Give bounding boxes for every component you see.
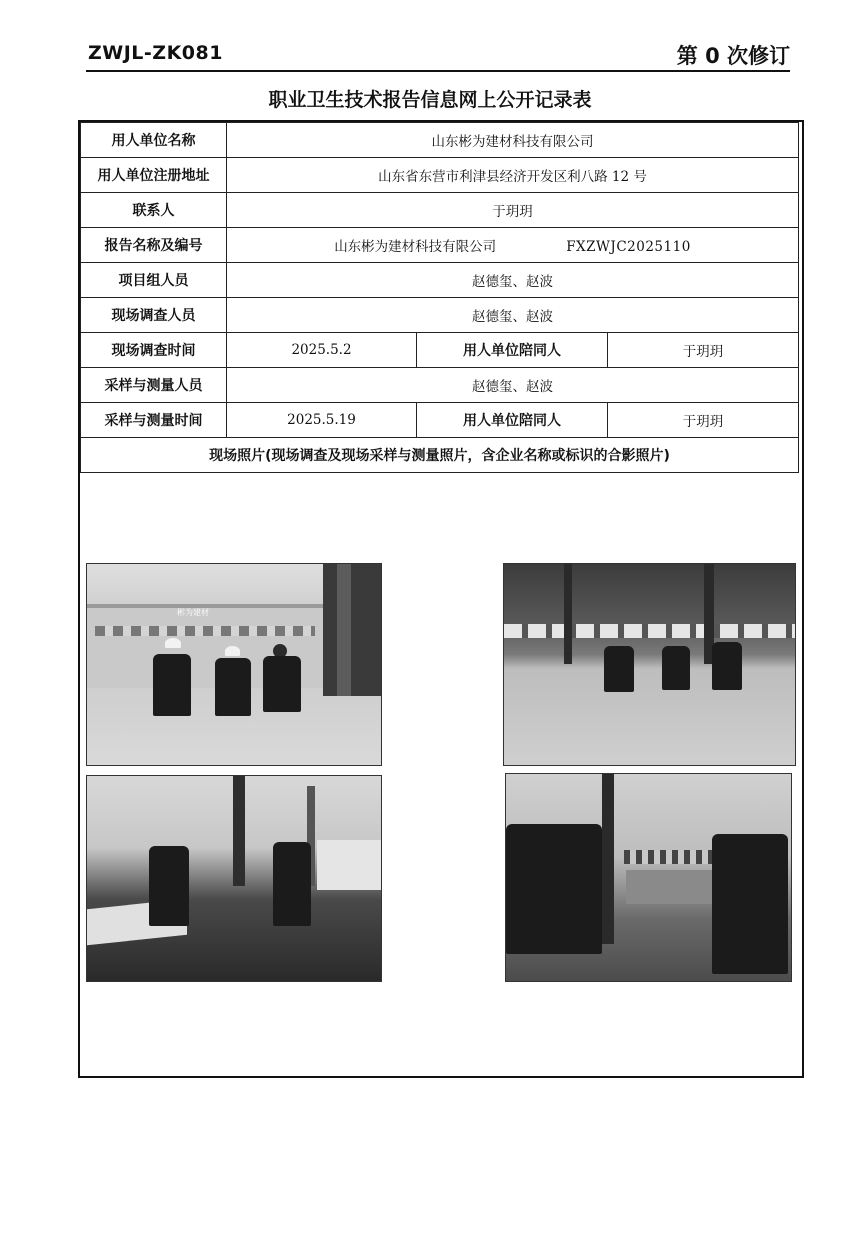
- table-row: [81, 298, 799, 333]
- table-row: [81, 123, 799, 158]
- employer-name-value: 山东彬为建材科技有限公司: [227, 123, 799, 158]
- sampling-companion-value: 于玥玥: [608, 403, 799, 438]
- site-photo-factory-hall: [503, 563, 796, 766]
- sampling-staff-value: 赵德玺、赵波: [227, 368, 799, 403]
- header-divider: [86, 70, 790, 72]
- survey-staff-value: 赵德玺、赵波: [227, 298, 799, 333]
- survey-time-value: 2025.5.2: [227, 333, 417, 368]
- sampling-companion-label: 用人单位陪同人: [417, 403, 608, 438]
- team-value: 赵德玺、赵波: [227, 263, 799, 298]
- survey-time-label: 现场调查时间: [81, 333, 227, 368]
- table-row: [81, 158, 799, 193]
- table-row: [81, 263, 799, 298]
- team-label: 项目组人员: [81, 263, 227, 298]
- table-row: [81, 438, 799, 473]
- document-title: 职业卫生技术报告信息网上公开记录表: [268, 89, 592, 111]
- table-row: [81, 368, 799, 403]
- form-code: ZWJL-ZK081: [88, 42, 223, 64]
- address-label: 用人单位注册地址: [81, 158, 227, 193]
- report-label: 报告名称及编号: [81, 228, 227, 263]
- contact-label: 联系人: [81, 193, 227, 228]
- company-sign: 彬为建材: [177, 608, 209, 617]
- table-row: [81, 193, 799, 228]
- info-table: [80, 122, 799, 473]
- photos-section-label: 现场照片(现场调查及现场采样与测量照片，含企业名称或标识的合影照片): [81, 438, 799, 473]
- survey-companion-label: 用人单位陪同人: [417, 333, 608, 368]
- survey-companion-value: 于玥玥: [608, 333, 799, 368]
- sampling-staff-label: 采样与测量人员: [81, 368, 227, 403]
- survey-staff-label: 现场调查人员: [81, 298, 227, 333]
- revision-label: 第 0 次修订: [676, 44, 790, 68]
- table-row: [81, 333, 799, 368]
- sampling-time-label: 采样与测量时间: [81, 403, 227, 438]
- table-row: [81, 403, 799, 438]
- address-value: 山东省东营市利津县经济开发区利八路 12 号: [227, 158, 799, 193]
- report-code: FXZWJC2025110: [566, 239, 691, 255]
- contact-value: 于玥玥: [227, 193, 799, 228]
- employer-name-label: 用人单位名称: [81, 123, 227, 158]
- table-row: [81, 228, 799, 263]
- site-photo-workshop-closeup: [505, 773, 792, 982]
- report-value: [227, 228, 799, 263]
- sampling-time-value: 2025.5.19: [227, 403, 417, 438]
- site-photo-workshop: [86, 775, 382, 982]
- site-photo-outdoor: [86, 563, 382, 766]
- report-name: 山东彬为建材科技有限公司: [334, 239, 497, 255]
